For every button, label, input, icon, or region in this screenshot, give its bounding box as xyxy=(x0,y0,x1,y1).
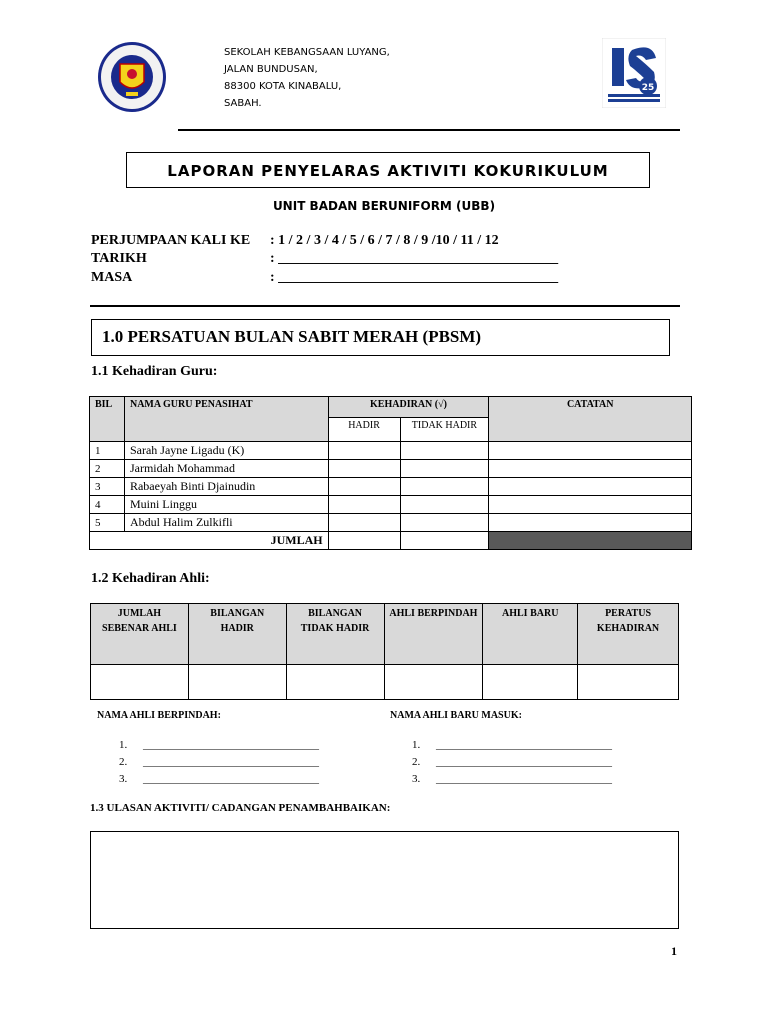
table-row xyxy=(90,442,692,460)
list-item[interactable]: 2. ________________________________ xyxy=(119,756,319,768)
list-item[interactable]: 1. ________________________________ xyxy=(412,739,612,751)
teacher-name: Muini Linggu xyxy=(124,496,328,514)
teacher-attendance-heading: 1.1 Kehadiran Guru: xyxy=(91,364,218,379)
list-item[interactable]: 1. ________________________________ xyxy=(119,739,319,751)
section-title: 1.0 PERSATUAN BULAN SABIT MERAH (PBSM) xyxy=(91,319,670,356)
col-total-members: JUMLAH SEBENAR AHLI xyxy=(91,604,189,665)
comments-textarea[interactable] xyxy=(90,831,679,929)
list-item[interactable]: 3. ________________________________ xyxy=(119,773,319,785)
page-number: 1 xyxy=(671,944,677,958)
input-cell[interactable] xyxy=(91,665,189,700)
table-row xyxy=(90,478,692,496)
present-cell[interactable] xyxy=(328,442,400,460)
col-present-count: BILANGAN HADIR xyxy=(188,604,286,665)
absent-cell[interactable] xyxy=(400,460,489,478)
col-new-members: AHLI BARU xyxy=(483,604,578,665)
total-absent-cell[interactable] xyxy=(400,532,489,550)
school-address xyxy=(224,44,390,112)
present-cell[interactable] xyxy=(328,514,400,532)
teacher-name: Rabaeyah Binti Djainudin xyxy=(124,478,328,496)
col-absent: TIDAK HADIR xyxy=(400,418,489,442)
meeting-label: PERJUMPAAN KALI KE xyxy=(91,233,251,248)
member-attendance-heading: 1.2 Kehadiran Ahli: xyxy=(91,571,210,586)
table-row xyxy=(90,460,692,478)
absent-cell[interactable] xyxy=(400,514,489,532)
present-cell[interactable] xyxy=(328,460,400,478)
present-cell[interactable] xyxy=(328,478,400,496)
date-field[interactable]: : ________________________________________ xyxy=(270,251,559,266)
notes-cell[interactable] xyxy=(489,478,692,496)
transferred-members-label: NAMA AHLI BERPINDAH: xyxy=(97,710,221,721)
table-row xyxy=(90,496,692,514)
notes-cell[interactable] xyxy=(489,442,692,460)
teacher-name: Sarah Jayne Ligadu (K) xyxy=(124,442,328,460)
anniversary-logo xyxy=(602,38,666,108)
meeting-value: : 1 / 2 / 3 / 4 / 5 / 6 / 7 / 8 / 9 /10 / 11 / 12 xyxy=(270,233,499,248)
comments-heading: 1.3 ULASAN AKTIVITI/ CADANGAN PENAMBAHBAIKAN: xyxy=(90,802,391,814)
input-cell[interactable] xyxy=(286,665,384,700)
header-divider xyxy=(178,129,680,131)
row-number: 4 xyxy=(90,496,125,514)
col-present: HADIR xyxy=(328,418,400,442)
row-number: 5 xyxy=(90,514,125,532)
total-label: JUMLAH xyxy=(90,532,329,550)
address-line: SABAH. xyxy=(224,98,262,109)
present-cell[interactable] xyxy=(328,496,400,514)
address-line: 88300 KOTA KINABALU, xyxy=(224,81,342,92)
teacher-name: Jarmidah Mohammad xyxy=(124,460,328,478)
total-row xyxy=(90,532,692,550)
address-line: SEKOLAH KEBANGSAAN LUYANG, xyxy=(224,47,390,58)
total-notes-shaded xyxy=(489,532,692,550)
time-field[interactable]: : ________________________________________ xyxy=(270,270,559,285)
report-title: LAPORAN PENYELARAS AKTIVITI KOKURIKULUM xyxy=(126,152,650,188)
address-line: JALAN BUNDUSAN, xyxy=(224,64,318,75)
transferred-members-list xyxy=(119,737,319,788)
svg-text:25: 25 xyxy=(641,83,655,93)
col-attendance: KEHADIRAN (√) xyxy=(328,397,489,418)
teacher-name: Abdul Halim Zulkifli xyxy=(124,514,328,532)
member-attendance-table xyxy=(90,603,679,700)
school-logo xyxy=(96,40,168,114)
table-row xyxy=(90,514,692,532)
notes-cell[interactable] xyxy=(489,460,692,478)
col-transferred: AHLI BERPINDAH xyxy=(384,604,483,665)
input-cell[interactable] xyxy=(188,665,286,700)
table-row xyxy=(91,665,679,700)
absent-cell[interactable] xyxy=(400,442,489,460)
absent-cell[interactable] xyxy=(400,496,489,514)
total-present-cell[interactable] xyxy=(328,532,400,550)
time-label: MASA xyxy=(91,270,133,285)
date-label: TARIKH xyxy=(91,251,147,266)
col-bil: BIL xyxy=(90,397,125,442)
col-absent-count: BILANGAN TIDAK HADIR xyxy=(286,604,384,665)
list-item[interactable]: 3. ________________________________ xyxy=(412,773,612,785)
new-members-label: NAMA AHLI BARU MASUK: xyxy=(390,710,522,721)
input-cell[interactable] xyxy=(578,665,679,700)
notes-cell[interactable] xyxy=(489,514,692,532)
input-cell[interactable] xyxy=(483,665,578,700)
absent-cell[interactable] xyxy=(400,478,489,496)
unit-subtitle: UNIT BADAN BERUNIFORM (UBB) xyxy=(272,199,496,213)
col-notes: CATATAN xyxy=(489,397,692,442)
col-teacher-name: NAMA GURU PENASIHAT xyxy=(124,397,328,442)
teacher-attendance-table xyxy=(89,396,692,550)
list-item[interactable]: 2. ________________________________ xyxy=(412,756,612,768)
row-number: 3 xyxy=(90,478,125,496)
row-number: 2 xyxy=(90,460,125,478)
col-attendance-percent: PERATUS KEHADIRAN xyxy=(578,604,679,665)
meta-divider xyxy=(90,305,680,307)
row-number: 1 xyxy=(90,442,125,460)
notes-cell[interactable] xyxy=(489,496,692,514)
new-members-list xyxy=(412,737,612,788)
input-cell[interactable] xyxy=(384,665,483,700)
